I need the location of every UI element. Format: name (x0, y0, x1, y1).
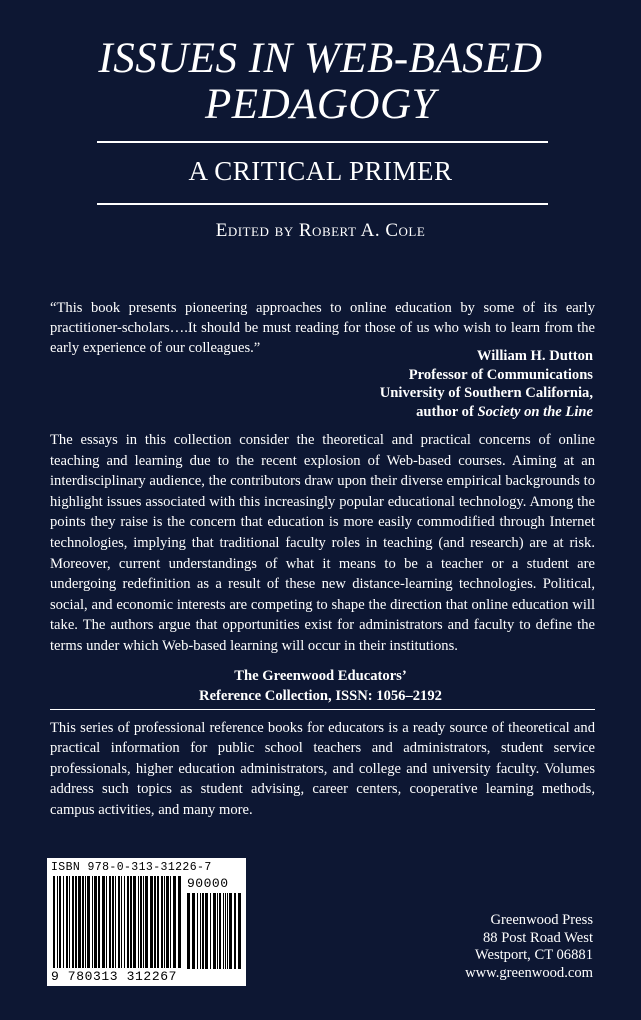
divider-bottom (97, 203, 548, 205)
publisher-website: www.greenwood.com (465, 964, 593, 981)
barcode-bar (109, 876, 111, 968)
barcode-bar (219, 893, 221, 969)
barcode-bar (213, 893, 216, 969)
barcode-bar (145, 876, 148, 968)
barcode-bar (229, 893, 232, 969)
barcode-bar (121, 876, 122, 968)
series-title-line-1: The Greenwood Educators’ (234, 668, 407, 684)
barcode-bar (59, 876, 61, 968)
publisher-block (465, 912, 593, 982)
barcode-bar (205, 893, 208, 969)
publisher-city: Westport, CT 06881 (474, 947, 593, 963)
book-subtitle: A CRITICAL PRIMER (188, 156, 453, 186)
barcode-bar (102, 876, 105, 968)
quote-author-book: Society on the Line (477, 403, 593, 420)
barcode-bar (150, 876, 153, 968)
barcode-bar (143, 876, 144, 968)
isbn-label: ISBN 978-0-313-31226-7 (51, 861, 212, 874)
book-title (0, 36, 641, 128)
barcode-bar (200, 893, 201, 969)
barcode-bar (72, 876, 74, 968)
barcode-bar (94, 876, 97, 968)
barcode-bar (118, 876, 120, 968)
barcode-bar (170, 876, 171, 968)
quote-author-role: Professor of Communications (408, 366, 593, 383)
publisher-name: Greenwood Press (490, 912, 593, 928)
barcode-bar (115, 876, 116, 968)
barcode-bar (157, 876, 159, 968)
price-code: 90000 (187, 876, 229, 891)
barcode-bar (130, 876, 132, 968)
barcode-bar (140, 876, 142, 968)
barcode-bar (124, 876, 125, 968)
editor-credit: Edited by Robert A. Cole (215, 220, 426, 241)
barcode-bar (106, 876, 107, 968)
barcode-bar (69, 876, 70, 968)
barcode-bar (92, 876, 93, 968)
barcode-bar (112, 876, 114, 968)
barcode-bar (66, 876, 68, 968)
barcode-bar (178, 876, 181, 968)
barcode-bar (238, 893, 241, 969)
ean-digits: 9 780313 312267 (51, 969, 178, 984)
divider-top (97, 141, 548, 143)
barcode-bar (63, 876, 64, 968)
barcode-bar (227, 893, 228, 969)
quote-author-institution: University of Southern California, (379, 385, 593, 401)
barcode-bar (202, 893, 204, 969)
quote-author: William H. Dutton (476, 348, 593, 364)
isbn-barcode (47, 858, 246, 986)
barcode-bar (225, 893, 226, 969)
barcode-bar (234, 893, 236, 969)
barcode-bar (173, 876, 176, 968)
barcode-bar (75, 876, 77, 968)
barcode-bar (133, 876, 136, 968)
barcode-bar (187, 893, 190, 969)
series-divider (50, 709, 595, 710)
barcode-bar (161, 876, 163, 968)
barcode-bar (85, 876, 86, 968)
barcode-bar (138, 876, 139, 968)
barcode-bar (87, 876, 90, 968)
barcode-bar (127, 876, 129, 968)
barcode-bar (217, 893, 218, 969)
barcode-bar (154, 876, 156, 968)
barcode-bar (197, 893, 198, 969)
barcode-bar (98, 876, 100, 968)
barcode-bar (164, 876, 165, 968)
barcode-bar (192, 893, 195, 969)
quote-author-book-line (193, 403, 593, 422)
quote-author-of: author of (416, 403, 478, 420)
endorsement-quote: “This book presents pioneering approaches to online education by some of its early practitioner-scholars….It should be must reading for those of us who wish to learn from the early experience of our colleagues.” (50, 300, 595, 356)
endorsement-attribution (193, 347, 593, 421)
book-description: The essays in this collection consider the theoretical and practical concerns of online teaching and learning due to the recent explosion of Web-based courses. Aiming at an interdisciplinary audience, the contributors draw upon their diverse empirical backgrounds to highlight issues associated with this increasingly popular educational technology. Among the points they raise is the concern that education is more easily commodified through Internet technologies, implying that traditional faculty roles in teaching (and research) are at risk. Moreover, current understandings of what it means to be a teacher or a student are undergoing redefinition as a result of these new distance-learning technologies. Political, social, and economic interests are competing to shape the direction that online education will take. The authors argue that opportunities exist for administrators and faculty to define the terms under which Web-based learning will occur in their institutions. (50, 432, 595, 654)
barcode-bar (57, 876, 58, 968)
book-title-line-2: PEDAGOGY (205, 81, 436, 128)
barcode-bar (53, 876, 55, 968)
barcode-bar (210, 893, 211, 969)
series-title-line-2: Reference Collection, ISSN: 1056–2192 (199, 688, 442, 704)
series-title (0, 666, 641, 706)
series-description: This series of professional reference books for educators is a ready source of theoretical and practical information for public school teachers and administrators, student service professionals, higher education administrators, and college and university faculty. Volumes address such topics as student advising, career centers, cooperative learning methods, campus activities, and many more. (50, 720, 595, 818)
barcode-bar (78, 876, 81, 968)
barcode-bar (166, 876, 169, 968)
publisher-street: 88 Post Road West (482, 929, 593, 946)
book-title-line-1: ISSUES IN WEB-BASED (98, 35, 543, 82)
barcode-bar (223, 893, 224, 969)
barcode-bar (82, 876, 84, 968)
